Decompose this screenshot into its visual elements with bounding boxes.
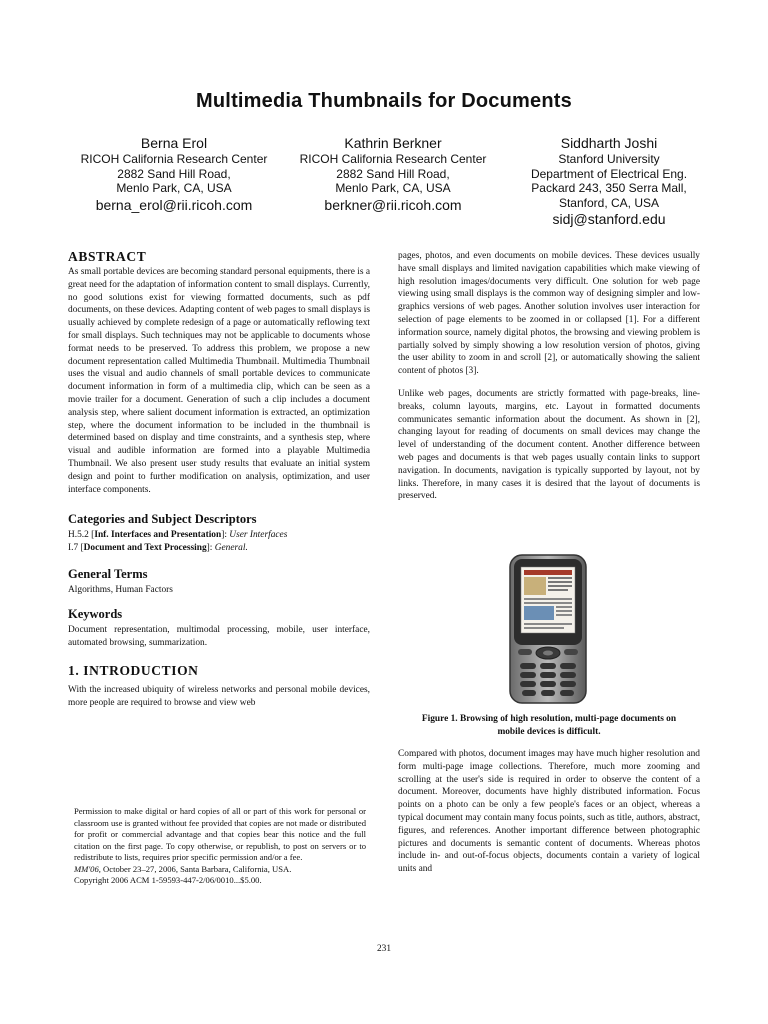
author-city: Menlo Park, CA, USA bbox=[335, 181, 451, 195]
categories-heading: Categories and Subject Descriptors bbox=[68, 512, 257, 527]
general-terms-heading: General Terms bbox=[68, 566, 148, 581]
abstract-text: As small portable devices are becoming standard personal equipments, there is a great need for the adaptation of information content to small displays. Currently, no good solutions exist for viewing formatted documents, such as pdf documents, on these devices. Adapting content of web pages to small displays is usually achieved by complete redesign of a page or automatically reflowing text for small displays. Such techniques may not be applicable to documents whose format needs to be preserved. To address this problem, we propose a new document representation called Multimedia Thumbnail. Multimedia Thumbnail uses the visual and audio channels of small portable devices to communicate document information in form of a multimedia clip, which can be seen as a movie trailer for a document. Generation of such a clip includes a document analysis step, where salient document information is extracted, an optimization step, where the document information to be included in the thumbnail is determined based on display and time constraints, and a synthesis step, where visual and audible information are formed into a playable Multimedia Thumbnail. We also present user study results that evaluate an initial system design and point to further modification on analysis, optimization, and user interface components. bbox=[68, 267, 370, 495]
left-column bbox=[68, 249, 370, 710]
author-email: berna_erol@rii.ricoh.com bbox=[95, 196, 253, 213]
author-affiliation: Stanford University bbox=[558, 152, 660, 166]
copyright-line: Copyright 2006 ACM 1-59593-447-2/06/0010...$5.00. bbox=[74, 875, 262, 885]
author-email: sidj@stanford.edu bbox=[552, 211, 666, 227]
abstract-heading: ABSTRACT bbox=[68, 249, 147, 264]
body-paragraph: Compared with photos, document images may have much higher resolution and form multi-page image collections. Therefore, much more zooming and scrolling at the user's side is required in order to observe the content of a document. Moreover, documents have highly distributed information. Focus points on a photo can be only a few people's faces or an object, whereas a typical document may contain many focus points, such as title, authors, abstract, figures, and references. Another important difference between photographic pictures and documents is semantic content of documents. Whereas photos include in- and out-of-focus objects, documents contain a variety of logical units and bbox=[398, 749, 700, 875]
conference-details: , October 23–27, 2006, Santa Barbara, California, USA. bbox=[98, 863, 292, 874]
right-column bbox=[398, 250, 700, 503]
author-name: Berna Erol bbox=[140, 135, 208, 151]
author-department: Department of Electrical Eng. bbox=[530, 166, 688, 181]
category-code: I.7 [ bbox=[68, 543, 84, 554]
author-affiliation: RICOH California Research Center bbox=[80, 152, 268, 166]
author-address: 2882 Sand Hill Road, bbox=[336, 166, 450, 181]
author-address: 2882 Sand Hill Road, bbox=[117, 166, 231, 181]
author-name: Siddharth Joshi bbox=[560, 135, 658, 151]
author-email: berkner@rii.ricoh.com bbox=[324, 196, 462, 213]
category-name: Inf. Interfaces and Presentation bbox=[94, 530, 222, 541]
category-line bbox=[68, 542, 370, 555]
author-affiliation: RICOH California Research Center bbox=[299, 152, 487, 166]
category-sep: ]: bbox=[221, 530, 230, 541]
intro-paragraph: pages, photos, and even documents on mobile devices. These devices usually have small displays and limited navigation capabilities which make viewing of high resolution images/documents very difficult. One solution for web page viewing using small displays is the common way of designing simpler and low-graphics versions of web pages. Another solution involves user interaction for selection of page elements to be zoomed in or collapsed [1]. For a different information source, namely digital photos, the browsing and viewing problem is partially solved by simply showing a low resolution version of photos, giving the user ability to zoom in and scroll [2], or automatically showing the salient content of photos [3]. bbox=[398, 251, 700, 377]
author-name: Kathrin Berkner bbox=[344, 135, 442, 151]
copyright-footnote bbox=[74, 806, 366, 887]
author-city: Stanford, CA, USA bbox=[558, 195, 660, 210]
category-code: H.5.2 [ bbox=[68, 530, 95, 541]
category-sep: ]: bbox=[206, 543, 215, 554]
intro-paragraph: Unlike web pages, documents are strictly formatted with page-breaks, line-breaks, column layouts, margins, etc. Layout in formatted documents communicates semantic information about the document. As shown in [2], changing layout for reading of documents on small devices may change the level of understanding of the document content. Another difference between web pages and documents is that web pages usually contain links to support navigation. In documents, navigation is typically supported by layout, not by links. Therefore, in many cases it is desired that the layout of documents is preserved. bbox=[398, 388, 700, 502]
author-block-1 bbox=[62, 134, 286, 214]
category-sub: General. bbox=[214, 543, 248, 554]
permission-text: Permission to make digital or hard copies of all or part of this work for personal or classroom use is granted without fee provided that copies are not made or distributed for profit or commercial advantage and that copies bear this notice and the full citation on the first page. To copy otherwise, or republish, to post on servers or to redistribute to lists, requires prior specific permission and/or a fee. bbox=[74, 806, 366, 862]
category-line bbox=[68, 529, 370, 542]
keywords-heading: Keywords bbox=[68, 606, 123, 621]
figure-caption: Figure 1. Browsing of high resolution, multi-page documents on mobile devices is difficult. bbox=[421, 714, 677, 737]
paper-title: Multimedia Thumbnails for Documents bbox=[196, 90, 572, 112]
author-block-3 bbox=[497, 134, 721, 228]
introduction-heading: 1. INTRODUCTION bbox=[68, 663, 199, 679]
page-number: 231 bbox=[376, 944, 392, 954]
author-block-2 bbox=[281, 134, 505, 214]
conference-name: MM'06 bbox=[74, 863, 99, 874]
right-column-lower bbox=[398, 713, 700, 876]
mobile-phone-figure bbox=[508, 553, 588, 705]
general-terms-text: Algorithms, Human Factors bbox=[68, 584, 173, 595]
keywords-text: Document representation, multimodal processing, mobile, user interface, automated browsing, summarization. bbox=[68, 624, 370, 648]
category-sub: User Interfaces bbox=[229, 530, 288, 541]
introduction-text: With the increased ubiquity of wireless networks and personal mobile devices, more people are required to browse and view web bbox=[68, 685, 370, 709]
author-city: Menlo Park, CA, USA bbox=[116, 181, 232, 195]
author-address: Packard 243, 350 Serra Mall, bbox=[531, 181, 687, 195]
category-name: Document and Text Processing bbox=[83, 543, 207, 554]
